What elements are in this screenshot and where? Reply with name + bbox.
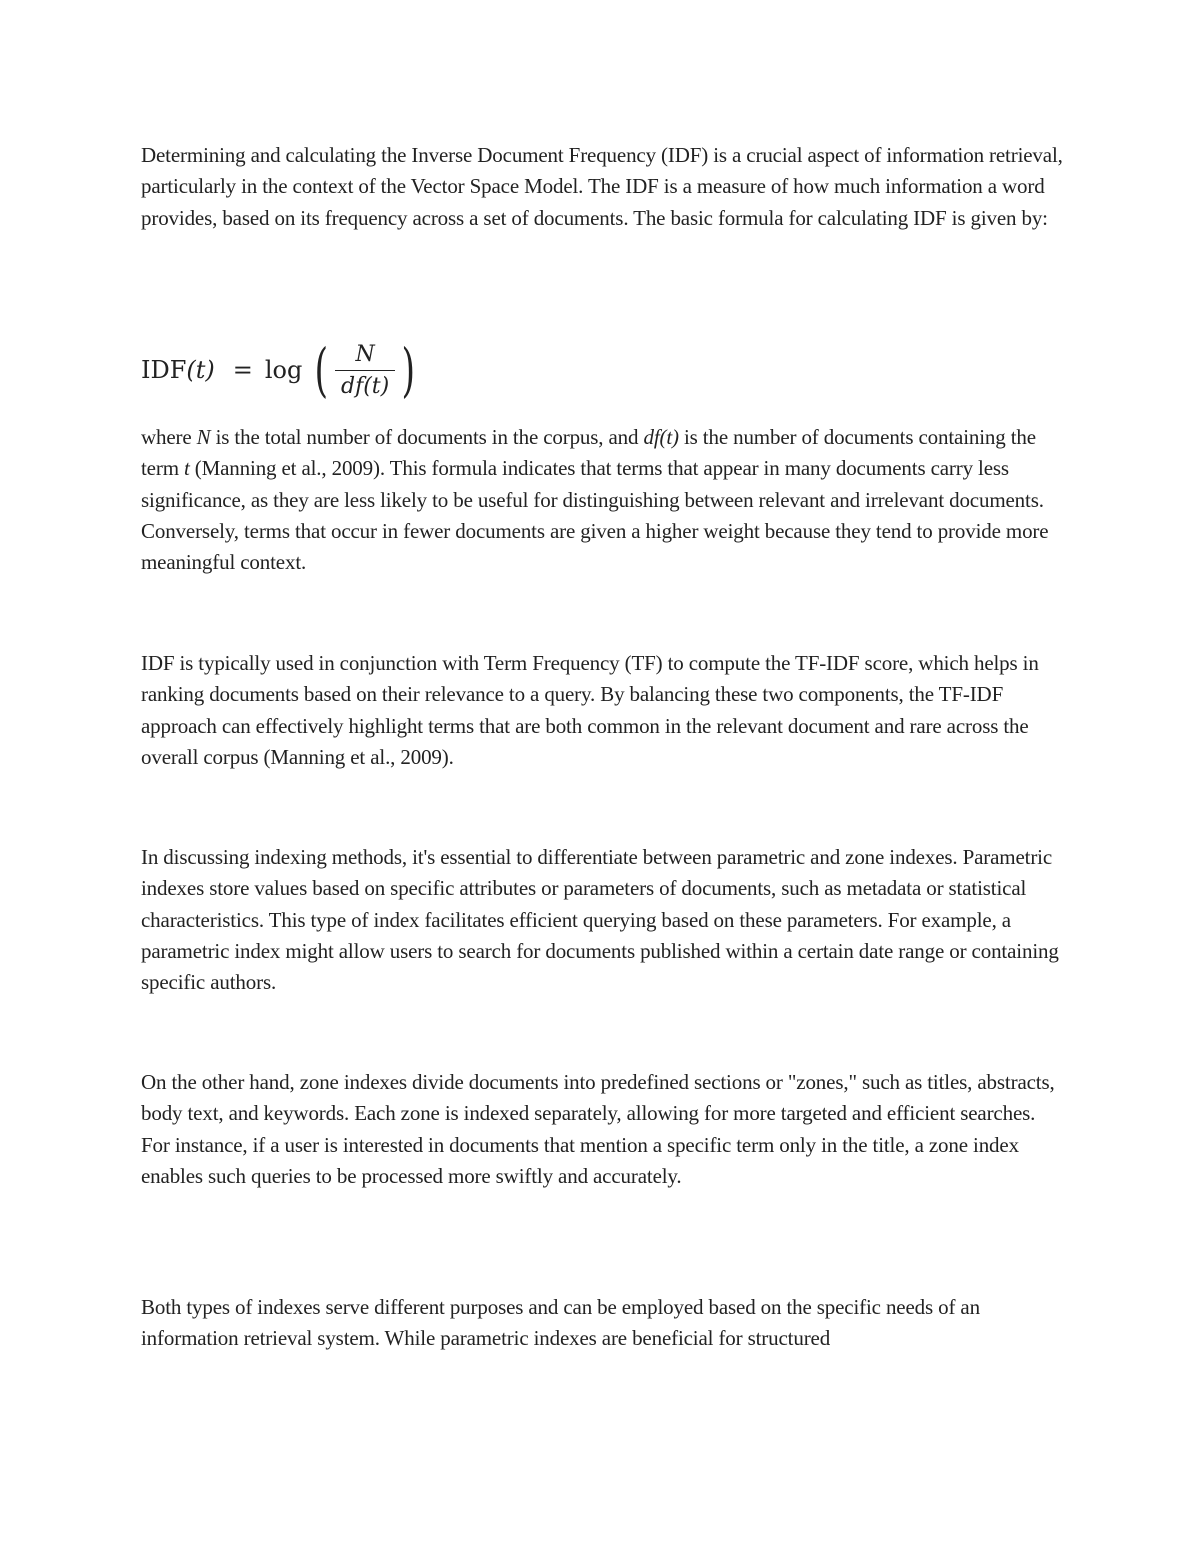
formula-log: log [264,356,303,384]
paragraph-parametric-indexes: In discussing indexing methods, it's essential to differentiate between parametric and zone indexes. Parametric indexes store values based on specific attributes or parameters of documents, such as metadata or statistical characteristics. This type of index facilitates efficient querying based on these parameters. For example, a parametric index might allow users to search for documents published within a certain date range or containing specific authors. [141,845,1059,995]
p2-var-df: df(t) [643,425,679,449]
formula-left-paren-icon: ( [314,336,329,404]
formula-equals: = [232,356,253,384]
formula-lhs [141,356,215,384]
formula-numerator: N [355,341,375,367]
formula-right-paren-icon: ) [401,336,416,404]
p2-text-4: (Manning et al., 2009). This formula indicates that terms that appear in many documents carry less significance, as they are less likely to be useful for distinguishing between relevant and irrelevant documents. Conversely, terms that occur in fewer documents are given a higher weight because they tend to provide more meaningful context. [141,456,1049,575]
p2-var-t: t [183,456,190,481]
paragraph-tf-idf: IDF is typically used in conjunction with Term Frequency (TF) to compute the TF-IDF score, which helps in ranking documents based on their relevance to a query. By balancing these two components, the TF-IDF approach can effectively highlight terms that are both common in the relevant document and rare across the overall corpus (Manning et al., 2009). [141,651,1039,769]
p2-text-3: is the number of documents containing the term [141,425,1036,481]
p2-text-1: where [141,425,197,449]
idf-formula [141,330,420,410]
p2-var-n: N [196,425,211,449]
paragraph-zone-indexes: On the other hand, zone indexes divide documents into predefined sections or "zones," such as titles, abstracts, body text, and keywords. Each zone is indexed separately, allowing for more targeted and efficient searches. For instance, if a user is interested in documents that mention a specific term only in the title, a zone index enables such queries to be processed more swiftly and accurately. [141,1070,1055,1188]
paragraph-both-types: Both types of indexes serve different purposes and can be employed based on the specific needs of an information retrieval system. While parametric indexes are beneficial for structured [141,1295,980,1351]
formula-lhs-arg: (t) [186,356,215,384]
formula-lhs-name: IDF [141,356,187,384]
formula-denominator: df(t) [335,370,395,399]
formula-fraction [335,342,395,399]
p2-text-2: is the total number of documents in the corpus, and [210,425,644,449]
paragraph-idf-explanation [141,422,1066,578]
paragraph-idf-intro: Determining and calculating the Inverse Document Frequency (IDF) is a crucial aspect of information retrieval, particularly in the context of the Vector Space Model. The IDF is a measure of how much information a word provides, based on its frequency across a set of documents. The basic formula for calculating IDF is given by: [141,143,1063,230]
